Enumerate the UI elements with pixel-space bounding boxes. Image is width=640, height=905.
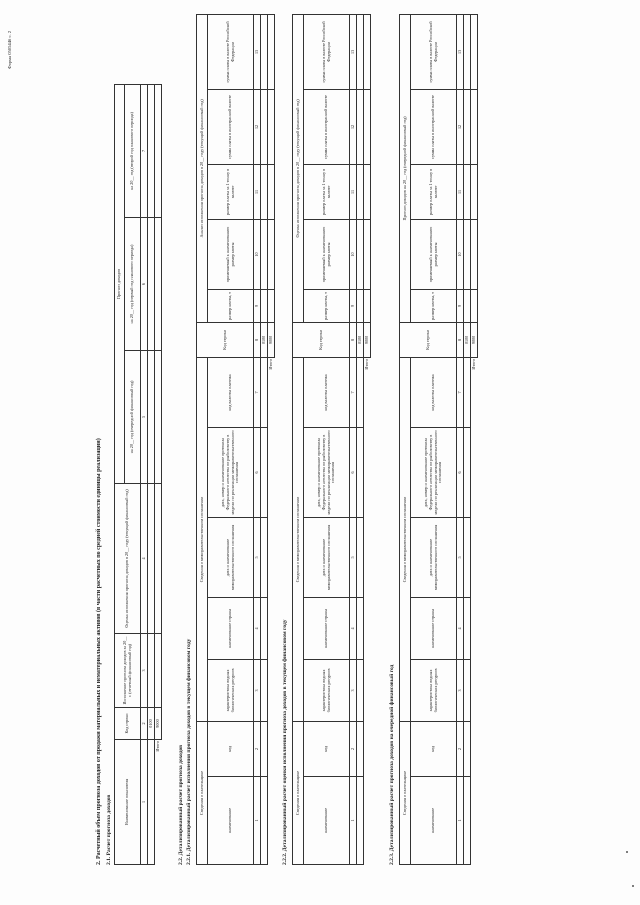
th-code: код [304,721,350,776]
num-cell: 8 [350,322,357,357]
cell [155,84,162,217]
total-code: 9000 [471,322,478,357]
th-rate: размер платы за 1 тонну в валюте [208,164,254,219]
estimate-group: Оценка исполнения прогноза доходов в 20__ году (текущий финансовый год) [293,14,304,322]
th-agreement: дата и наименование межправительственного соглашения [208,517,254,597]
total-code: 9000 [268,322,275,357]
th-bio: характеристика водных биологических ресурсов [411,659,457,721]
th-line-code: Код строки [197,322,254,357]
th-country: наименование страны [208,597,254,659]
cell [155,634,162,708]
section2-2-title: 2.2. Детализированный расчет прогноза доходов [178,744,184,865]
num-cell: 5 [254,517,261,597]
th-sum-rub: сумма платы в валюте Российской Федерации [304,14,350,89]
th-code: Код строки [115,708,141,740]
cell [148,218,155,351]
num-cell: 4 [457,597,464,659]
row-code: 0100 [357,322,364,357]
section2-1-title: 2.1. Расчет прогноза доходов [106,794,112,865]
num-cell: 2 [141,708,148,740]
th-bio: характеристика водных биологических ресурсов [208,659,254,721]
total-code: 9000 [364,322,371,357]
section2-2-1-title: 2.2.1. Детализированный расчет исполнения прогноза доходов в текущем финансовом году [186,638,192,865]
th-sum-rub: сумма платы в валюте Российской Федерации [208,14,254,89]
th-sum-fx: сумма платы в иностранной валюте [304,89,350,164]
cell [148,84,155,217]
num-cell: 10 [457,219,464,289]
th-sum-fx: сумма платы в иностранной валюте [208,89,254,164]
th-code: код [411,721,457,776]
num-cell: 7 [254,357,261,427]
th-country: наименование страны [411,597,457,659]
forecast-table [114,84,162,865]
num-cell: 5 [141,351,148,484]
num-cell: 6 [141,218,148,351]
cell [148,484,155,634]
row-code: 0100 [148,708,155,740]
th-country: наименование страны [304,597,350,659]
th-est: Оценка исполнения прогноза доходов в 20__ году (текущий финансовый год) [115,484,141,634]
num-cell: 8 [254,322,261,357]
total-label: Итого [267,358,273,370]
num-cell: 11 [350,164,357,219]
num-cell: 2 [457,721,464,776]
num-cell: 3 [141,634,148,708]
payer-group: Сведения о плательщике [197,721,208,864]
estimate-group: Анализ исполнения прогноза доходов в 20__ году (текущий финансовый год) [197,14,208,322]
th-applied: применяемый к наименованию размер квоты [208,219,254,289]
num-cell: 9 [350,289,357,322]
th-rate: размер платы за 1 тонну в валюте [411,164,457,219]
num-row [254,14,261,864]
scan-speck [626,851,628,853]
th-agreement: дата и наименование межправительственного соглашения [411,517,457,597]
th-size: размер квоты, т [304,289,350,322]
num-cell: 4 [254,597,261,659]
cell [155,351,162,484]
num-cell: 3 [350,659,357,721]
num-cell: 12 [457,89,464,164]
num-cell: 13 [350,14,357,89]
th-protocol: дата, номер и наименование протокола Федерального агентства по рыболовству в модели по реализации межправительственного соглашения [411,427,457,517]
num-cell: 1 [457,777,464,865]
num-cell: 6 [350,427,357,517]
th-line-code: Код строки [293,322,350,357]
th-line-code: Код строки [400,322,457,357]
num-cell: 5 [350,517,357,597]
num-cell: 12 [254,89,261,164]
num-cell: 7 [350,357,357,427]
th-name: наименование [208,777,254,865]
num-cell: 2 [350,721,357,776]
th-size: размер квоты, т [411,289,457,322]
cell [155,218,162,351]
detail-table-forecast [399,14,478,865]
th-protocol: дата, номер и наименование протокола Федерального агентства по рыболовству в модели по реализации межправительственного соглашения [304,427,350,517]
row-code: 0100 [464,322,471,357]
section2-2-2-title: 2.2.2. Детализированный расчет оценки исполнения прогноза доходов в текущем финансовом году [282,619,288,865]
estimate-group: Прогноз доходов на 20__ год (очередной финансовый год) [400,14,411,322]
num-cell: 10 [254,219,261,289]
total-label: Итого [363,358,369,370]
th-exec: Исполнение прогноза доходов за 20__ г. (отчетный финансовый год) [115,634,141,708]
num-cell: 4 [141,484,148,634]
payer-group: Сведения о плательщике [400,721,411,864]
num-cell: 13 [457,14,464,89]
num-cell: 13 [254,14,261,89]
th-code: код [208,721,254,776]
scan-speck [632,885,634,887]
num-cell: 8 [457,322,464,357]
num-cell: 4 [350,597,357,659]
cell [148,351,155,484]
th-name: наименование [411,777,457,865]
form-code: Форма 0505446 с. 2 [7,30,12,69]
th-currency: код валюты платежа [208,357,254,427]
num-cell: 7 [141,84,148,217]
section2-2-3-title: 2.2.3. Детализированный расчет прогноза доходов на очередной финансовый год [389,664,395,865]
cell [148,740,155,865]
num-cell: 6 [254,427,261,517]
num-cell: 1 [141,740,148,865]
th-year2: на 20__ год (первый год планового периода) [125,218,141,351]
total-label: Итого [470,358,476,370]
num-cell: 3 [254,659,261,721]
th-bio: характеристика водных биологических ресурсов [304,659,350,721]
num-cell: 5 [457,517,464,597]
agreement-group: Сведения о межправительственном соглашении [293,357,304,721]
row-code: 0100 [261,322,268,357]
num-cell: 2 [254,721,261,776]
th-sum-rub: сумма платы в валюте Российской Федерации [411,14,457,89]
num-cell: 9 [254,289,261,322]
detail-table-current [196,14,275,865]
cell [148,634,155,708]
th-year3: на 20__ год (второй год планового периода) [125,84,141,217]
total-label: Итого [154,741,160,752]
num-cell: 12 [350,89,357,164]
th-name: наименование [304,777,350,865]
section2-title: 2. Расчетный объем прогноза доходов от продажи материальных и нематериальных активов (в части расчетных по средней стоимости единицы реализации) [96,438,102,865]
num-cell: 3 [457,659,464,721]
num-cell: 9 [457,289,464,322]
num-cell: 10 [350,219,357,289]
payer-group: Сведения о плательщике [293,721,304,864]
th-currency: код валюты платежа [304,357,350,427]
cell [155,484,162,634]
th-rate: размер платы за 1 тонну в валюте [304,164,350,219]
th-forecast-group: Прогноз доходов [115,84,125,483]
num-cell: 1 [350,777,357,865]
th-size: размер квоты, т [208,289,254,322]
th-applied: применяемый к наименованию размер квоты [304,219,350,289]
th-applied: применяемый к наименованию размер квоты [411,219,457,289]
detail-table-estimate [292,14,371,865]
total-code: 9000 [155,708,162,740]
num-cell: 1 [254,777,261,865]
th-year1: на 20__ год (очередной финансовый год) [125,351,141,484]
num-cell: 11 [254,164,261,219]
th-currency: код валюты платежа [411,357,457,427]
agreement-group: Сведения о межправительственном соглашении [197,357,208,721]
num-cell: 11 [457,164,464,219]
th-name: Наименование показателя [115,740,141,865]
num-cell: 6 [457,427,464,517]
th-agreement: дата и наименование межправительственного соглашения [304,517,350,597]
th-sum-fx: сумма платы в иностранной валюте [411,89,457,164]
agreement-group: Сведения о межправительственном соглашении [400,357,411,721]
num-cell: 7 [457,357,464,427]
th-protocol: дата, номер и наименование протокола Федерального агентства по рыболовству в модели по реализации межправительственного соглашения [208,427,254,517]
